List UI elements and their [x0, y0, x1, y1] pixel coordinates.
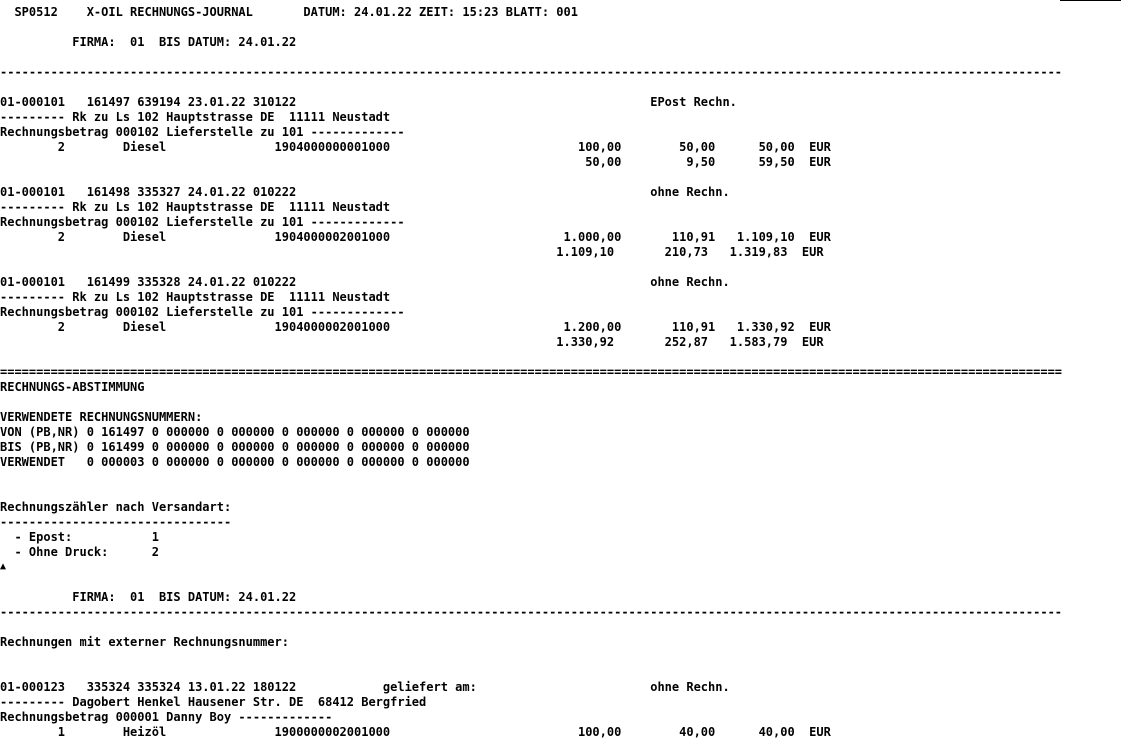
- blank-line: [0, 395, 1121, 410]
- blank-line: [0, 575, 1121, 590]
- blank-line: [0, 170, 1121, 185]
- blank-line: [0, 485, 1121, 500]
- blank-line: [0, 80, 1121, 95]
- invoice-amount-label: Rechnungsbetrag 000102 Lieferstelle zu 101 -------------: [0, 125, 405, 139]
- blank-line: [0, 650, 1121, 665]
- used-numbers-from-row: VON (PB,NR) 0 161497 0 000000 0 000000 0 000000 0 000000 0 000000: [0, 425, 470, 439]
- blank-line: [0, 665, 1121, 680]
- blank-line: [0, 50, 1121, 65]
- blank-line: [0, 620, 1121, 635]
- invoice-header-161497: 01-000101 161497 639194 23.01.22 310122 EPost Rechn.: [0, 95, 737, 109]
- invoice-amount-label: Rechnungsbetrag 000102 Lieferstelle zu 101 -------------: [0, 215, 405, 229]
- invoice-amount-label: Rechnungsbetrag 000102 Lieferstelle zu 101 -------------: [0, 305, 405, 319]
- blank-line: [0, 20, 1121, 35]
- report-header-page-2: [0, 560, 1121, 575]
- report-journal: [0, 5, 1121, 740]
- invoice-item-row: 2 Diesel 1904000002001000 1.000,00 110,91 1.109,10 EUR: [0, 230, 831, 244]
- separator-dashes: ---------------------------------------------------------------------------------------------------------------------------------------------------: [0, 65, 1063, 79]
- invoice-total-row: 1.109,10 210,73 1.319,83 EUR: [0, 245, 824, 259]
- firma-filter-line: FIRMA: 01 BIS DATUM: 24.01.22: [0, 590, 297, 604]
- report-header-page-1: SP0512 X-OIL RECHNUNGS-JOURNAL DATUM: 24.01.22 ZEIT: 15:23 BLATT: 001: [0, 5, 578, 19]
- invoice-item-row: 2 Diesel 1904000002001000 1.200,00 110,91 1.330,92 EUR: [0, 320, 831, 334]
- reconciliation-title: RECHNUNGS-ABSTIMMUNG: [0, 380, 145, 394]
- invoice-address-line: --------- Rk zu Ls 102 Hauptstrasse DE 11111 Neustadt: [0, 200, 391, 214]
- invoice-address-line: --------- Rk zu Ls 102 Hauptstrasse DE 11111 Neustadt: [0, 290, 391, 304]
- caret-up-icon: ▲: [0, 561, 7, 572]
- separator-dashes: ---------------------------------------------------------------------------------------------------------------------------------------------------: [0, 605, 1063, 619]
- counter-epost-row: - Epost: 1: [0, 530, 159, 544]
- counter-ohne-druck-row: - Ohne Druck: 2: [0, 545, 159, 559]
- counter-underline: --------------------------------: [0, 515, 232, 529]
- invoice-header-161498: 01-000101 161498 335327 24.01.22 010222 ohne Rechn.: [0, 185, 730, 199]
- invoice-amount-label: Rechnungsbetrag 000001 Danny Boy -------------: [0, 710, 333, 724]
- invoice-item-row: 2 Diesel 1904000000001000 100,00 50,00 50,00 EUR: [0, 140, 831, 154]
- separator-equals: ===================================================================================================================================================: [0, 365, 1063, 379]
- invoice-header-335324: 01-000123 335324 335324 13.01.22 180122 geliefert am: ohne Rechn.: [0, 680, 730, 694]
- invoice-header-161499: 01-000101 161499 335328 24.01.22 010222 ohne Rechn.: [0, 275, 730, 289]
- used-numbers-heading: VERWENDETE RECHNUNGSNUMMERN:: [0, 410, 203, 424]
- counter-heading: Rechnungszähler nach Versandart:: [0, 500, 232, 514]
- firma-filter-line: FIRMA: 01 BIS DATUM: 24.01.22: [0, 35, 297, 49]
- blank-line: [0, 350, 1121, 365]
- invoice-address-line: --------- Rk zu Ls 102 Hauptstrasse DE 11111 Neustadt: [0, 110, 391, 124]
- external-numbers-heading: Rechnungen mit externer Rechnungsnummer:: [0, 635, 289, 649]
- invoice-address-line: --------- Dagobert Henkel Hausener Str. DE 68412 Bergfried: [0, 695, 427, 709]
- used-numbers-to-row: BIS (PB,NR) 0 161499 0 000000 0 000000 0 000000 0 000000 0 000000: [0, 440, 470, 454]
- top-edge-rule: [1060, 0, 1121, 1]
- blank-line: [0, 260, 1121, 275]
- invoice-total-row: 1.330,92 252,87 1.583,79 EUR: [0, 335, 824, 349]
- used-numbers-count-row: VERWENDET 0 000003 0 000000 0 000000 0 000000 0 000000 0 000000: [0, 455, 470, 469]
- invoice-item-row: 1 Heizöl 1900000002001000 100,00 40,00 40,00 EUR: [0, 725, 831, 739]
- invoice-total-row: 50,00 9,50 59,50 EUR: [0, 155, 831, 169]
- blank-line: [0, 470, 1121, 485]
